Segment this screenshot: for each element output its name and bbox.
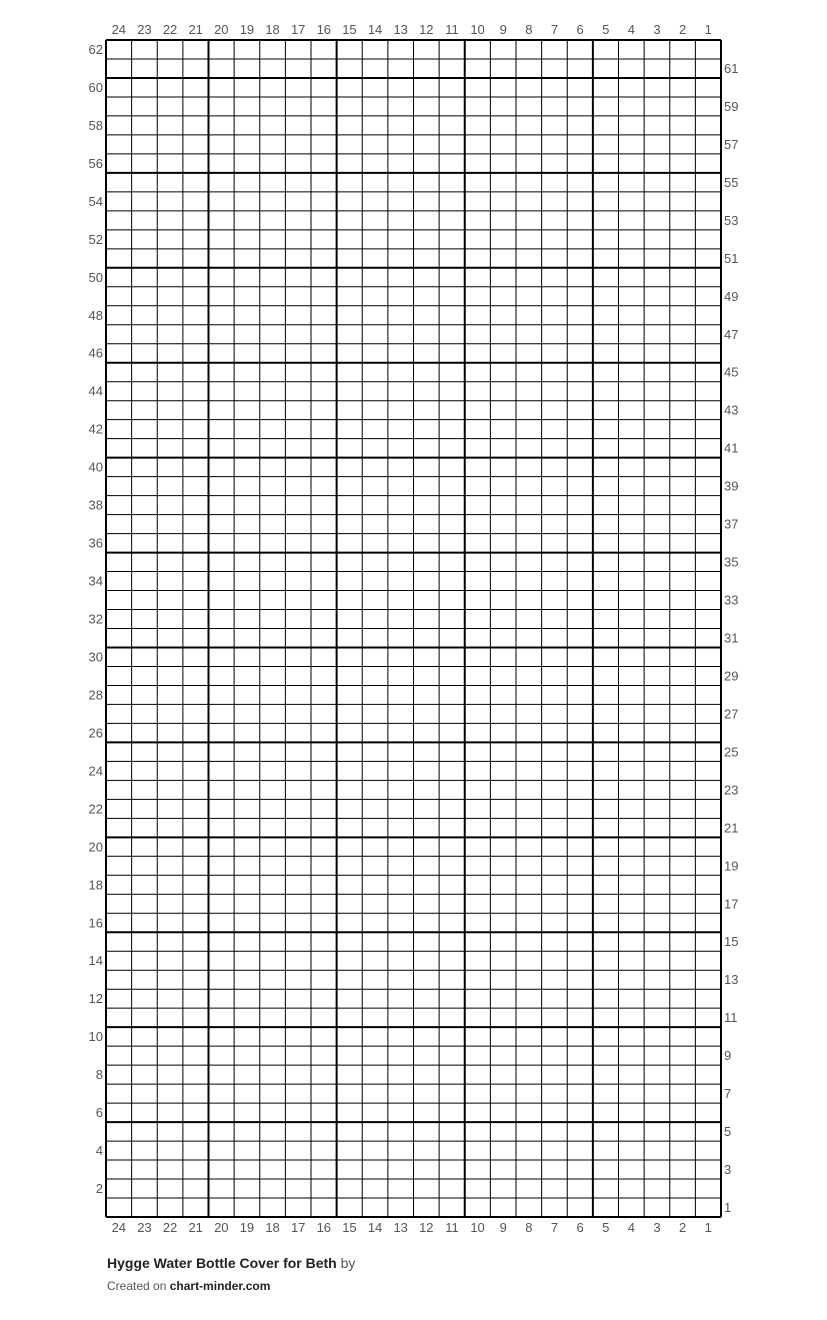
column-label-bottom: 11 xyxy=(445,1220,459,1235)
row-label-left: 8 xyxy=(95,1067,103,1083)
row-label-left: 58 xyxy=(88,117,103,133)
chart-title-line xyxy=(107,1255,355,1271)
column-label-top: 22 xyxy=(162,22,178,37)
row-label-right: 59 xyxy=(724,98,739,114)
row-label-left: 50 xyxy=(88,269,103,285)
row-label-right: 47 xyxy=(724,326,739,342)
row-label-left: 52 xyxy=(88,231,103,247)
row-label-right: 33 xyxy=(724,592,739,608)
column-label-top: 19 xyxy=(239,22,255,37)
column-label-bottom: 6 xyxy=(576,1220,584,1235)
column-label-top: 4 xyxy=(627,22,635,37)
column-label-bottom: 7 xyxy=(550,1220,559,1235)
column-label-top: 7 xyxy=(550,22,559,37)
row-label-right: 11 xyxy=(724,1010,738,1026)
row-label-right: 17 xyxy=(724,896,739,912)
row-label-left: 28 xyxy=(88,687,103,703)
row-label-left: 44 xyxy=(88,383,103,399)
row-label-left: 6 xyxy=(95,1105,103,1121)
row-label-right: 31 xyxy=(724,630,739,646)
row-label-right: 51 xyxy=(724,250,739,266)
row-label-left: 24 xyxy=(88,763,103,779)
column-label-top: 16 xyxy=(316,22,332,37)
column-label-bottom: 9 xyxy=(499,1220,507,1235)
column-label-bottom: 1 xyxy=(704,1220,712,1235)
column-label-top: 10 xyxy=(470,22,485,37)
column-label-bottom: 3 xyxy=(653,1220,661,1235)
row-label-right: 53 xyxy=(724,212,739,228)
column-label-top: 5 xyxy=(602,22,610,37)
row-label-right: 25 xyxy=(724,744,739,760)
column-label-top: 11 xyxy=(445,22,459,37)
column-label-bottom: 10 xyxy=(470,1220,485,1235)
column-label-bottom: 12 xyxy=(419,1220,434,1235)
column-label-top: 3 xyxy=(653,22,661,37)
row-label-right: 1 xyxy=(724,1200,732,1216)
chart-footer xyxy=(107,1255,355,1293)
column-label-top: 1 xyxy=(704,22,712,37)
row-label-right: 3 xyxy=(724,1162,732,1178)
row-label-left: 42 xyxy=(88,421,103,437)
row-label-left: 36 xyxy=(88,535,103,551)
row-label-left: 54 xyxy=(88,193,103,209)
row-label-right: 23 xyxy=(724,782,739,798)
column-label-top: 2 xyxy=(678,22,687,37)
column-label-top: 24 xyxy=(111,22,127,37)
column-label-bottom: 4 xyxy=(627,1220,635,1235)
row-label-left: 26 xyxy=(88,725,103,741)
row-label-left: 22 xyxy=(88,801,103,817)
row-label-left: 40 xyxy=(88,459,103,475)
row-label-right: 57 xyxy=(724,136,739,152)
row-label-left: 62 xyxy=(88,41,103,57)
column-label-top: 21 xyxy=(188,22,203,37)
row-label-right: 37 xyxy=(724,516,739,532)
row-label-right: 9 xyxy=(724,1048,732,1064)
chart-minder-link[interactable]: chart-minder.com xyxy=(169,1279,271,1293)
chart-title: Hygge Water Bottle Cover for Beth xyxy=(107,1255,337,1271)
column-label-bottom: 19 xyxy=(239,1220,255,1235)
row-label-left: 14 xyxy=(88,953,103,969)
row-label-right: 19 xyxy=(724,858,739,874)
row-label-right: 27 xyxy=(724,706,739,722)
column-label-bottom: 16 xyxy=(316,1220,332,1235)
column-label-top: 20 xyxy=(214,22,229,37)
row-label-right: 29 xyxy=(724,668,739,684)
column-label-bottom: 21 xyxy=(188,1220,203,1235)
row-label-right: 21 xyxy=(724,820,739,836)
created-on-line xyxy=(107,1279,355,1293)
row-label-right: 35 xyxy=(724,554,739,570)
row-label-left: 4 xyxy=(95,1143,103,1159)
row-label-left: 34 xyxy=(88,573,103,589)
row-label-left: 10 xyxy=(88,1029,103,1045)
column-label-bottom: 2 xyxy=(678,1220,687,1235)
column-label-bottom: 5 xyxy=(602,1220,610,1235)
column-label-top: 6 xyxy=(576,22,584,37)
row-label-left: 60 xyxy=(88,79,103,95)
column-label-top: 23 xyxy=(137,22,152,37)
created-on-label: Created on xyxy=(107,1279,167,1293)
column-label-bottom: 20 xyxy=(214,1220,229,1235)
row-label-right: 45 xyxy=(724,364,739,380)
column-label-top: 13 xyxy=(393,22,408,37)
row-label-left: 56 xyxy=(88,155,103,171)
row-label-left: 12 xyxy=(88,991,103,1007)
row-label-right: 15 xyxy=(724,934,739,950)
row-label-right: 41 xyxy=(724,440,739,456)
row-label-right: 61 xyxy=(724,60,739,76)
chart-author-label: by xyxy=(340,1255,356,1271)
row-label-left: 16 xyxy=(88,915,103,931)
column-label-top: 18 xyxy=(265,22,280,37)
column-label-bottom: 24 xyxy=(111,1220,127,1235)
column-label-top: 17 xyxy=(290,22,306,37)
row-label-right: 39 xyxy=(724,478,739,494)
row-label-right: 13 xyxy=(724,972,739,988)
column-label-bottom: 8 xyxy=(525,1220,533,1235)
row-label-left: 48 xyxy=(88,307,103,323)
column-label-bottom: 14 xyxy=(367,1220,383,1235)
column-label-top: 9 xyxy=(499,22,507,37)
column-label-bottom: 15 xyxy=(342,1220,357,1235)
column-label-top: 14 xyxy=(367,22,383,37)
column-label-bottom: 23 xyxy=(137,1220,152,1235)
column-label-top: 15 xyxy=(342,22,357,37)
row-label-left: 20 xyxy=(88,839,103,855)
column-label-top: 12 xyxy=(419,22,434,37)
row-label-right: 5 xyxy=(724,1124,732,1140)
column-label-top: 8 xyxy=(525,22,533,37)
column-label-bottom: 17 xyxy=(290,1220,306,1235)
row-label-left: 18 xyxy=(88,877,103,893)
row-label-right: 55 xyxy=(724,174,739,190)
row-label-left: 32 xyxy=(88,611,103,627)
column-label-bottom: 13 xyxy=(393,1220,408,1235)
row-label-left: 30 xyxy=(88,649,103,665)
row-label-left: 2 xyxy=(95,1181,103,1197)
row-label-right: 43 xyxy=(724,402,739,418)
row-label-left: 38 xyxy=(88,497,103,513)
row-label-right: 49 xyxy=(724,288,739,304)
row-label-left: 46 xyxy=(88,345,103,361)
row-label-right: 7 xyxy=(724,1086,732,1102)
column-label-bottom: 22 xyxy=(162,1220,178,1235)
column-label-bottom: 18 xyxy=(265,1220,280,1235)
